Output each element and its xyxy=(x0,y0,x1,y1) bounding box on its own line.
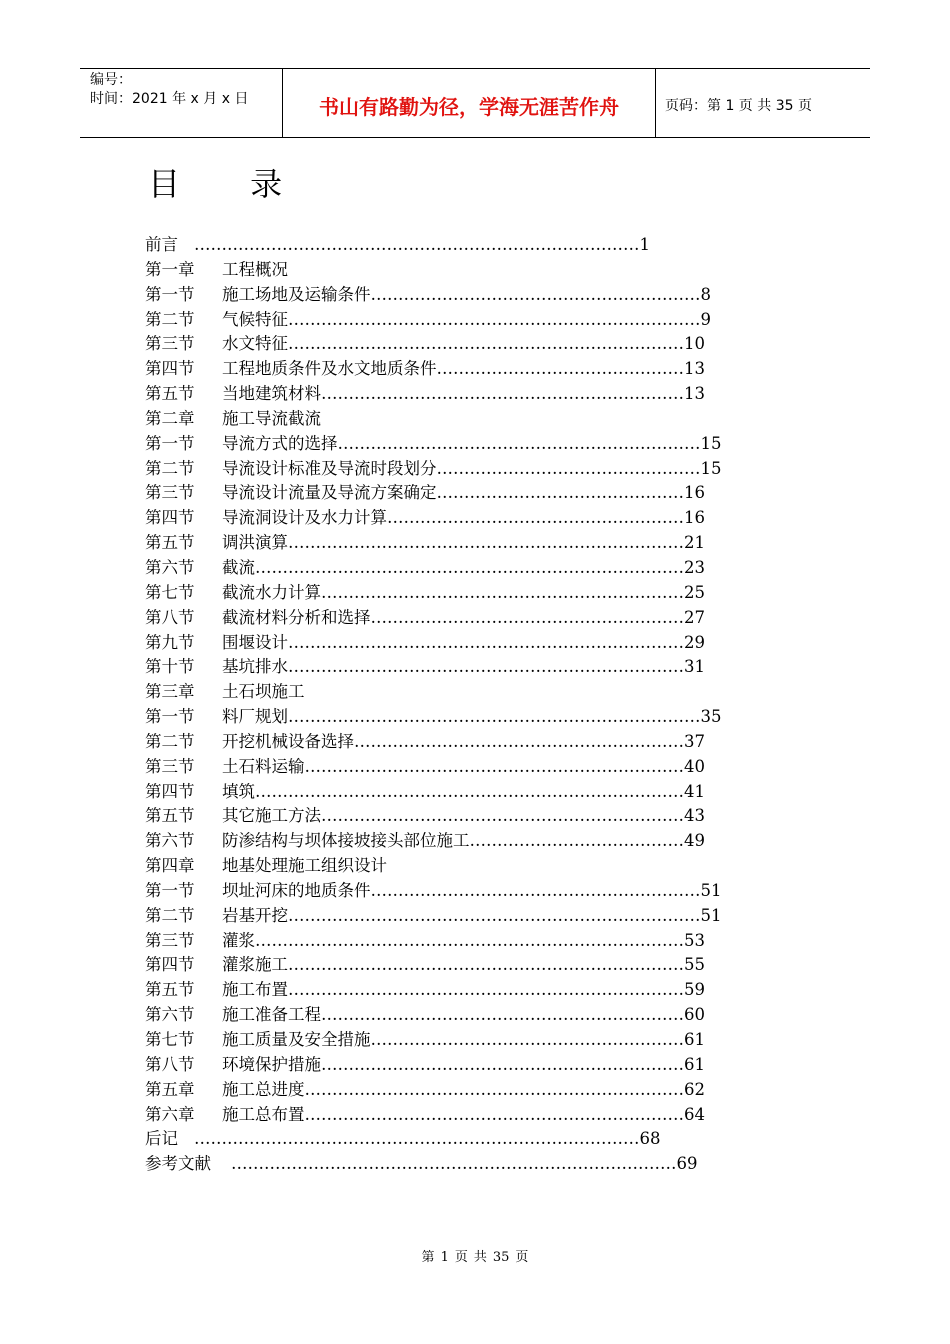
toc-entry-label: 第四节 xyxy=(145,508,195,528)
toc-entry-page: 51 xyxy=(700,880,722,900)
toc-dot-leader: ……………………………………… xyxy=(436,359,684,379)
toc-entry xyxy=(145,506,785,531)
toc-entry-label: 第七节 xyxy=(145,582,195,602)
toc-entry-title: 调洪演算 xyxy=(222,533,288,553)
toc-entry-page: 62 xyxy=(684,1079,705,1099)
toc-entry-title: 坝址河床的地质条件 xyxy=(222,880,371,900)
toc-dot-leader: ………………………………………………………… xyxy=(321,1005,684,1025)
toc-entry-page: 68 xyxy=(639,1129,661,1149)
toc-dot-leader: ……………………………………………… xyxy=(387,508,684,528)
toc-entry-page: 16 xyxy=(684,508,705,528)
toc-entry-label: 第五章 xyxy=(145,1079,195,1099)
toc-entry-title: 工程地质条件及水文地质条件 xyxy=(222,359,437,379)
toc-entry-page: 59 xyxy=(684,980,705,1000)
document-date: 时间：2021 年 x 月 x 日 xyxy=(90,91,249,107)
toc-entry-page: 1 xyxy=(639,235,650,254)
toc-entry-title: 截流水力计算 xyxy=(222,582,321,602)
toc-entry-title: 施工导流截流 xyxy=(222,408,321,428)
toc-dot-leader: ………………………………………………………………… xyxy=(288,905,701,925)
toc-entry-label: 第六节 xyxy=(145,831,195,851)
toc-entry-label: 第十节 xyxy=(145,657,195,677)
toc-entry xyxy=(145,432,785,457)
toc-entry-label: 第七节 xyxy=(145,1030,195,1049)
toc-entry xyxy=(145,705,785,730)
toc-entry-page: 60 xyxy=(684,1005,705,1025)
toc-dot-leader: ……………………………………………………………… xyxy=(288,533,684,553)
toc-entry-label: 第一节 xyxy=(145,880,195,900)
header-motto: 书山有路勤为径，学海无涯苦作舟 xyxy=(319,95,619,119)
toc-dot-leader: …………………………………………………………… xyxy=(304,756,684,776)
toc-entry-title: 岩基开挖 xyxy=(222,905,288,925)
toc-entry-title: 施工场地及运输条件 xyxy=(222,284,371,304)
toc-entry xyxy=(145,1103,785,1128)
toc-entry-label: 第五节 xyxy=(145,806,195,826)
toc-dot-leader: ………………………………………………………… xyxy=(337,433,701,453)
toc-entry-page: 31 xyxy=(684,657,705,677)
toc-entry xyxy=(145,1053,785,1078)
toc-entry-page: 15 xyxy=(700,433,722,453)
toc-entry-label: 第二节 xyxy=(145,309,195,329)
toc-entry xyxy=(145,531,785,556)
toc-entry-label: 第三节 xyxy=(145,483,195,503)
toc-dot-leader: …………………………………………………… xyxy=(354,731,684,751)
toc-dot-leader: ………………………………………………… xyxy=(370,607,684,627)
toc-entry-title: 导流设计标准及导流时段划分 xyxy=(222,458,437,478)
toc-entry xyxy=(145,233,785,258)
toc-title: 目 录 xyxy=(148,165,313,203)
toc-dot-leader: ………………………………………………………… xyxy=(321,582,684,602)
toc-entry-page: 29 xyxy=(684,632,705,652)
toc-entry-title: 防渗结构与坝体接坡接头部位施工 xyxy=(222,831,470,851)
toc-entry-page: 25 xyxy=(684,582,705,602)
toc-dot-leader: …………………………………………………… xyxy=(370,284,701,304)
footer-total-number: 35 xyxy=(492,1250,510,1265)
toc-entry-label: 第五节 xyxy=(145,533,195,553)
toc-entry xyxy=(145,829,785,854)
toc-entry xyxy=(145,457,785,482)
toc-entry-label: 第四章 xyxy=(145,856,195,876)
toc-entry-label: 第四节 xyxy=(145,955,195,975)
header-right-cell xyxy=(655,69,870,137)
toc-entry-label: 第六节 xyxy=(145,1005,195,1025)
toc-entry-title: 当地建筑材料 xyxy=(222,384,321,404)
toc-entry-label: 参考文献 xyxy=(145,1154,211,1174)
toc-entry-page: 15 xyxy=(700,458,722,478)
toc-entry xyxy=(145,879,785,904)
page-footer xyxy=(0,1246,950,1265)
toc-entry xyxy=(145,929,785,954)
toc-entry xyxy=(145,804,785,829)
toc-entry-label: 第二节 xyxy=(145,731,195,751)
toc-entry-title: 料厂规划 xyxy=(222,707,288,727)
toc-entry-page: 13 xyxy=(684,359,705,379)
document-number-label: 编号： xyxy=(90,72,132,88)
toc-entry xyxy=(145,308,785,333)
toc-entry xyxy=(145,631,785,656)
toc-dot-leader: ………………………………………………………………… xyxy=(288,707,701,727)
toc-entry xyxy=(145,581,785,606)
toc-entry xyxy=(145,780,785,805)
toc-entry-page: 9 xyxy=(700,309,711,329)
toc-entry xyxy=(145,258,785,283)
toc-entry-title: 填筑 xyxy=(222,781,255,801)
toc-entry-title: 导流设计流量及导流方案确定 xyxy=(222,483,437,503)
toc-entry-page: 10 xyxy=(684,334,705,354)
toc-entry xyxy=(145,556,785,581)
toc-entry-title: 土石坝施工 xyxy=(222,682,305,702)
toc-entry-label: 第一节 xyxy=(145,284,195,304)
toc-dot-leader: ………………………………………………………………… xyxy=(288,309,701,329)
toc-entry-title: 灌浆 xyxy=(222,930,255,950)
toc-entry-page: 35 xyxy=(700,707,722,727)
toc-entry-label: 第一节 xyxy=(145,707,195,727)
toc-entry xyxy=(145,606,785,631)
toc-entry-label: 前言 xyxy=(145,235,178,254)
toc-entry xyxy=(145,1028,785,1053)
toc-dot-leader: ……………………………………………………………… xyxy=(288,980,684,1000)
toc-entry xyxy=(145,1127,785,1152)
header-left-cell xyxy=(80,69,282,137)
toc-entry-title: 施工总进度 xyxy=(222,1079,305,1099)
toc-entry xyxy=(145,332,785,357)
toc-dot-leader: ……………………………………………………………………… xyxy=(231,1154,677,1174)
toc-entry xyxy=(145,680,785,705)
toc-entry-label: 第三节 xyxy=(145,756,195,776)
toc-entry-label: 第六节 xyxy=(145,557,195,577)
toc-entry-title: 灌浆施工 xyxy=(222,955,288,975)
toc-entry xyxy=(145,382,785,407)
toc-entry-title: 围堰设计 xyxy=(222,632,288,652)
toc-dot-leader: ……………………………………………………………… xyxy=(288,955,684,975)
toc-dot-leader: …………………………………………………… xyxy=(370,880,701,900)
toc-dot-leader: ………………………………………………………… xyxy=(321,1054,684,1074)
toc-entry-label: 第六章 xyxy=(145,1104,195,1124)
toc-dot-leader: ……………………………………………………………………… xyxy=(194,235,640,254)
toc-dot-leader: ……………………………………………………………… xyxy=(288,334,684,354)
footer-page-unit: 页 xyxy=(454,1250,468,1265)
toc-entry-page: 27 xyxy=(684,607,705,627)
toc-entry-page: 8 xyxy=(700,284,711,304)
toc-entry-page: 69 xyxy=(676,1154,698,1174)
toc-entry-page: 37 xyxy=(684,731,705,751)
toc-entry xyxy=(145,953,785,978)
toc-entry-page: 64 xyxy=(684,1104,705,1124)
toc-entry-title: 工程概况 xyxy=(222,259,288,279)
toc-entry-title: 气候特征 xyxy=(222,309,288,329)
toc-entry xyxy=(145,755,785,780)
header-middle-cell xyxy=(282,69,656,137)
toc-entry-label: 第五节 xyxy=(145,980,195,1000)
toc-dot-leader: …………………………………………………………… xyxy=(304,1079,684,1099)
toc-entry-title: 基坑排水 xyxy=(222,657,288,677)
toc-entry-title: 施工布置 xyxy=(222,980,288,1000)
header-page-info: 页码：第 1 页 共 35 页 xyxy=(665,98,812,114)
toc-dot-leader: ………………………………………… xyxy=(436,458,701,478)
toc-entry-label: 后记 xyxy=(145,1129,178,1149)
toc-entry-label: 第九节 xyxy=(145,632,195,652)
toc-entry-page: 23 xyxy=(684,557,705,577)
toc-entry xyxy=(145,1003,785,1028)
footer-page-word: 第 xyxy=(421,1250,435,1265)
toc-entry xyxy=(145,1152,785,1177)
toc-dot-leader: ……………………………………………………………………… xyxy=(194,1129,640,1149)
toc-entry-page: 61 xyxy=(684,1054,705,1074)
toc-entry-label: 第八节 xyxy=(145,1054,195,1074)
toc-entry-title: 地基处理施工组织设计 xyxy=(222,856,387,876)
toc-entry-title: 其它施工方法 xyxy=(222,806,321,826)
table-of-contents xyxy=(145,233,785,1177)
toc-entry-page: 51 xyxy=(700,905,722,925)
toc-dot-leader: ……………………………………… xyxy=(436,483,684,503)
toc-entry-label: 第四节 xyxy=(145,359,195,379)
toc-entry xyxy=(145,854,785,879)
toc-entry-page: 53 xyxy=(684,930,705,950)
footer-page-number: 1 xyxy=(440,1250,449,1265)
toc-entry-label: 第二节 xyxy=(145,458,195,478)
toc-dot-leader: ………………………………………………… xyxy=(370,1030,684,1049)
toc-entry-label: 第二节 xyxy=(145,905,195,925)
toc-entry xyxy=(145,730,785,755)
toc-dot-leader: ……………………………………………………………… xyxy=(288,632,684,652)
toc-entry-label: 第二章 xyxy=(145,408,195,428)
toc-entry-page: 49 xyxy=(684,831,705,851)
toc-entry xyxy=(145,407,785,432)
toc-entry-label: 第三节 xyxy=(145,930,195,950)
toc-entry-page: 61 xyxy=(684,1030,705,1049)
toc-entry xyxy=(145,978,785,1003)
toc-entry-label: 第三章 xyxy=(145,682,195,702)
toc-entry-title: 施工准备工程 xyxy=(222,1005,321,1025)
toc-entry-label: 第四节 xyxy=(145,781,195,801)
toc-entry xyxy=(145,655,785,680)
toc-entry-page: 40 xyxy=(684,756,705,776)
toc-entry-title: 截流 xyxy=(222,557,255,577)
toc-entry-title: 导流洞设计及水力计算 xyxy=(222,508,387,528)
toc-entry-page: 13 xyxy=(684,384,705,404)
footer-total-unit: 页 xyxy=(515,1250,529,1265)
footer-total-word: 共 xyxy=(473,1250,487,1265)
toc-entry-title: 施工总布置 xyxy=(222,1104,305,1124)
toc-entry-title: 环境保护措施 xyxy=(222,1054,321,1074)
toc-entry xyxy=(145,904,785,929)
toc-dot-leader: …………………………………………………………………… xyxy=(255,557,684,577)
toc-entry-page: 41 xyxy=(684,781,705,801)
toc-entry-title: 开挖机械设备选择 xyxy=(222,731,354,751)
toc-entry-title: 导流方式的选择 xyxy=(222,433,338,453)
toc-dot-leader: …………………………………………………………………… xyxy=(255,781,684,801)
toc-entry-title: 水文特征 xyxy=(222,334,288,354)
toc-entry-page: 21 xyxy=(684,533,705,553)
toc-entry xyxy=(145,481,785,506)
toc-dot-leader: …………………………………………………………………… xyxy=(255,930,684,950)
toc-entry-title: 施工质量及安全措施 xyxy=(222,1030,371,1049)
toc-entry-page: 16 xyxy=(684,483,705,503)
toc-entry-page: 43 xyxy=(684,806,705,826)
toc-entry-label: 第一章 xyxy=(145,259,195,279)
toc-dot-leader: ………………………………… xyxy=(469,831,684,851)
toc-entry-label: 第五节 xyxy=(145,384,195,404)
toc-entry xyxy=(145,1078,785,1103)
toc-dot-leader: ………………………………………………………… xyxy=(321,384,684,404)
toc-dot-leader: ………………………………………………………… xyxy=(321,806,684,826)
toc-entry xyxy=(145,283,785,308)
toc-entry-page: 55 xyxy=(684,955,705,975)
page-header xyxy=(80,68,870,138)
toc-entry-label: 第三节 xyxy=(145,334,195,354)
toc-entry xyxy=(145,357,785,382)
toc-entry-title: 土石料运输 xyxy=(222,756,305,776)
toc-entry-label: 第一节 xyxy=(145,433,195,453)
toc-dot-leader: ……………………………………………………………… xyxy=(288,657,684,677)
toc-dot-leader: …………………………………………………………… xyxy=(304,1104,684,1124)
toc-entry-label: 第八节 xyxy=(145,607,195,627)
toc-entry-title: 截流材料分析和选择 xyxy=(222,607,371,627)
